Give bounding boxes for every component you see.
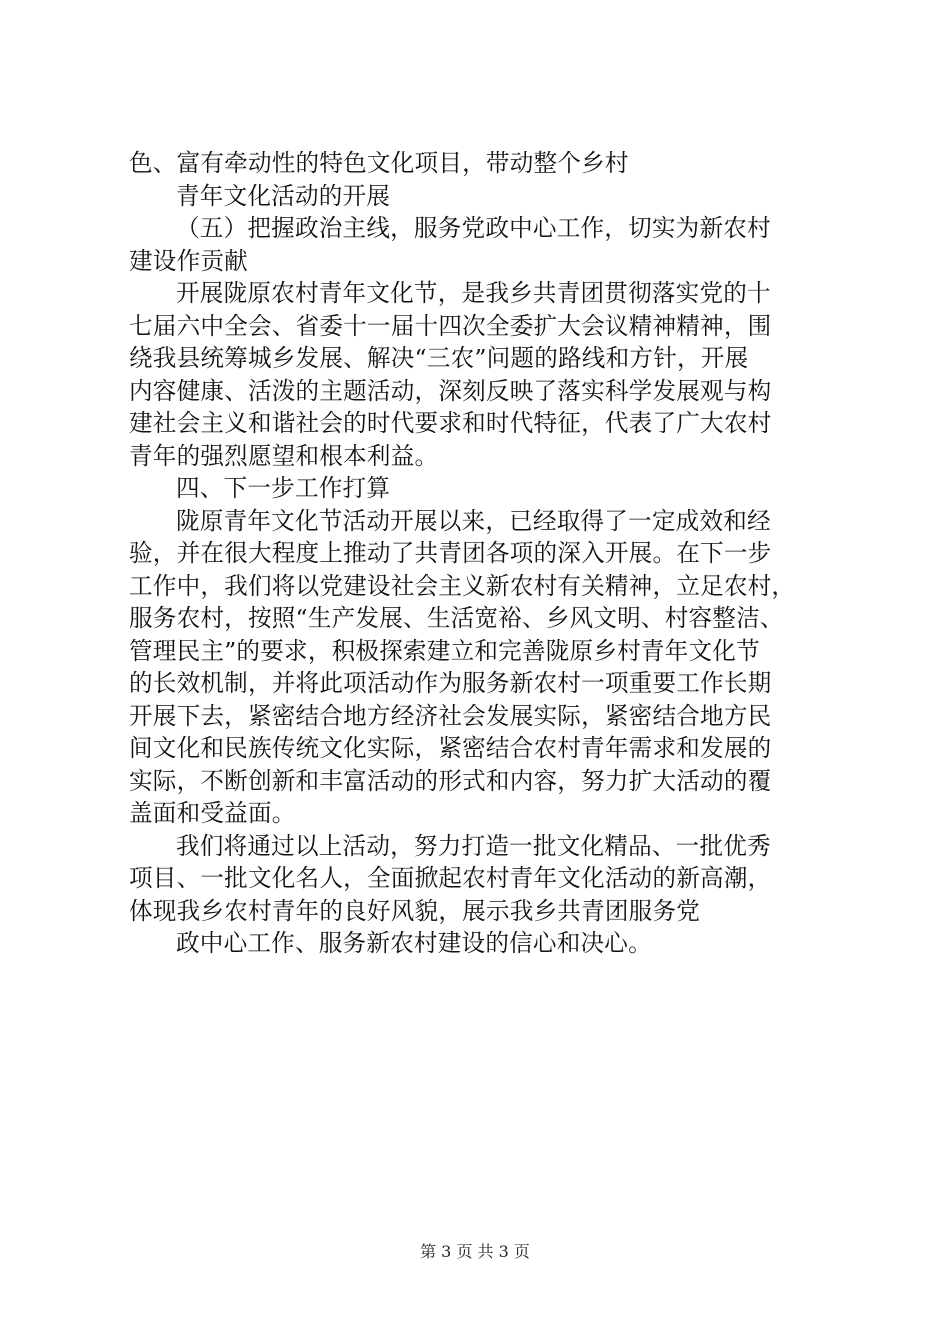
text-line: 色、富有牵动性的特色文化项目，带动整个乡村 xyxy=(129,149,629,177)
text-line: 青年的强烈愿望和根本利益。 xyxy=(129,441,439,470)
text-line: 政中心工作、服务新农村建设的信心和决心。 xyxy=(176,929,652,957)
text-line: 实际，不断创新和丰富活动的形式和内容，努力扩大活动的覆 xyxy=(129,766,772,795)
text-line: 青年文化活动的开展 xyxy=(176,181,391,210)
text-line: 开展下去，紧密结合地方经济社会发展实际，紧密结合地方民 xyxy=(129,701,772,730)
page-footer: 第 3 页 共 3 页 xyxy=(420,1242,530,1261)
text-line: 开展陇原农村青年文化节，是我乡共青团贯彻落实党的十 xyxy=(176,279,771,307)
text-line: 建设作贡献 xyxy=(129,246,248,275)
text-line: 管理民主”的要求，积极探索建立和完善陇原乡村青年文化节 xyxy=(129,636,760,665)
text-line: （五）把握政治主线，服务党政中心工作，切实为新农村 xyxy=(176,214,771,242)
text-line: 陇原青年文化节活动开展以来，已经取得了一定成效和经 xyxy=(176,506,771,535)
text-line: 绕我县统筹城乡发展、解决“三农”问题的路线和方针，开展 xyxy=(129,344,749,372)
text-line: 我们将通过以上活动，努力打造一批文化精品、一批优秀 xyxy=(176,831,771,860)
document-body xyxy=(129,147,829,960)
text-line: 的长效机制，并将此项活动作为服务新农村一项重要工作长期 xyxy=(129,669,772,697)
text-line: 体现我乡农村青年的良好风貌，展示我乡共青团服务党 xyxy=(129,896,701,925)
text-line: 四、下一步工作打算 xyxy=(176,474,391,502)
text-line: 建社会主义和谐社会的时代要求和时代特征，代表了广大农村 xyxy=(129,409,772,437)
text-line: 工作中，我们将以党建设社会主义新农村有关精神，立足农村， xyxy=(129,571,796,600)
text-line: 内容健康、活泼的主题活动，深刻反映了落实科学发展观与构 xyxy=(129,376,772,405)
text-line: 项目、一批文化名人，全面掀起农村青年文化活动的新高潮， xyxy=(129,864,772,892)
text-line: 间文化和民族传统文化实际，紧密结合农村青年需求和发展的 xyxy=(129,734,772,762)
text-line: 验，并在很大程度上推动了共青团各项的深入开展。在下一步 xyxy=(129,539,772,567)
text-line: 服务农村，按照“生产发展、生活宽裕、乡风文明、村容整洁、 xyxy=(129,604,784,632)
text-line: 盖面和受益面。 xyxy=(129,799,296,827)
text-line: 七届六中全会、省委十一届十四次全委扩大会议精神精神，围 xyxy=(129,311,772,340)
